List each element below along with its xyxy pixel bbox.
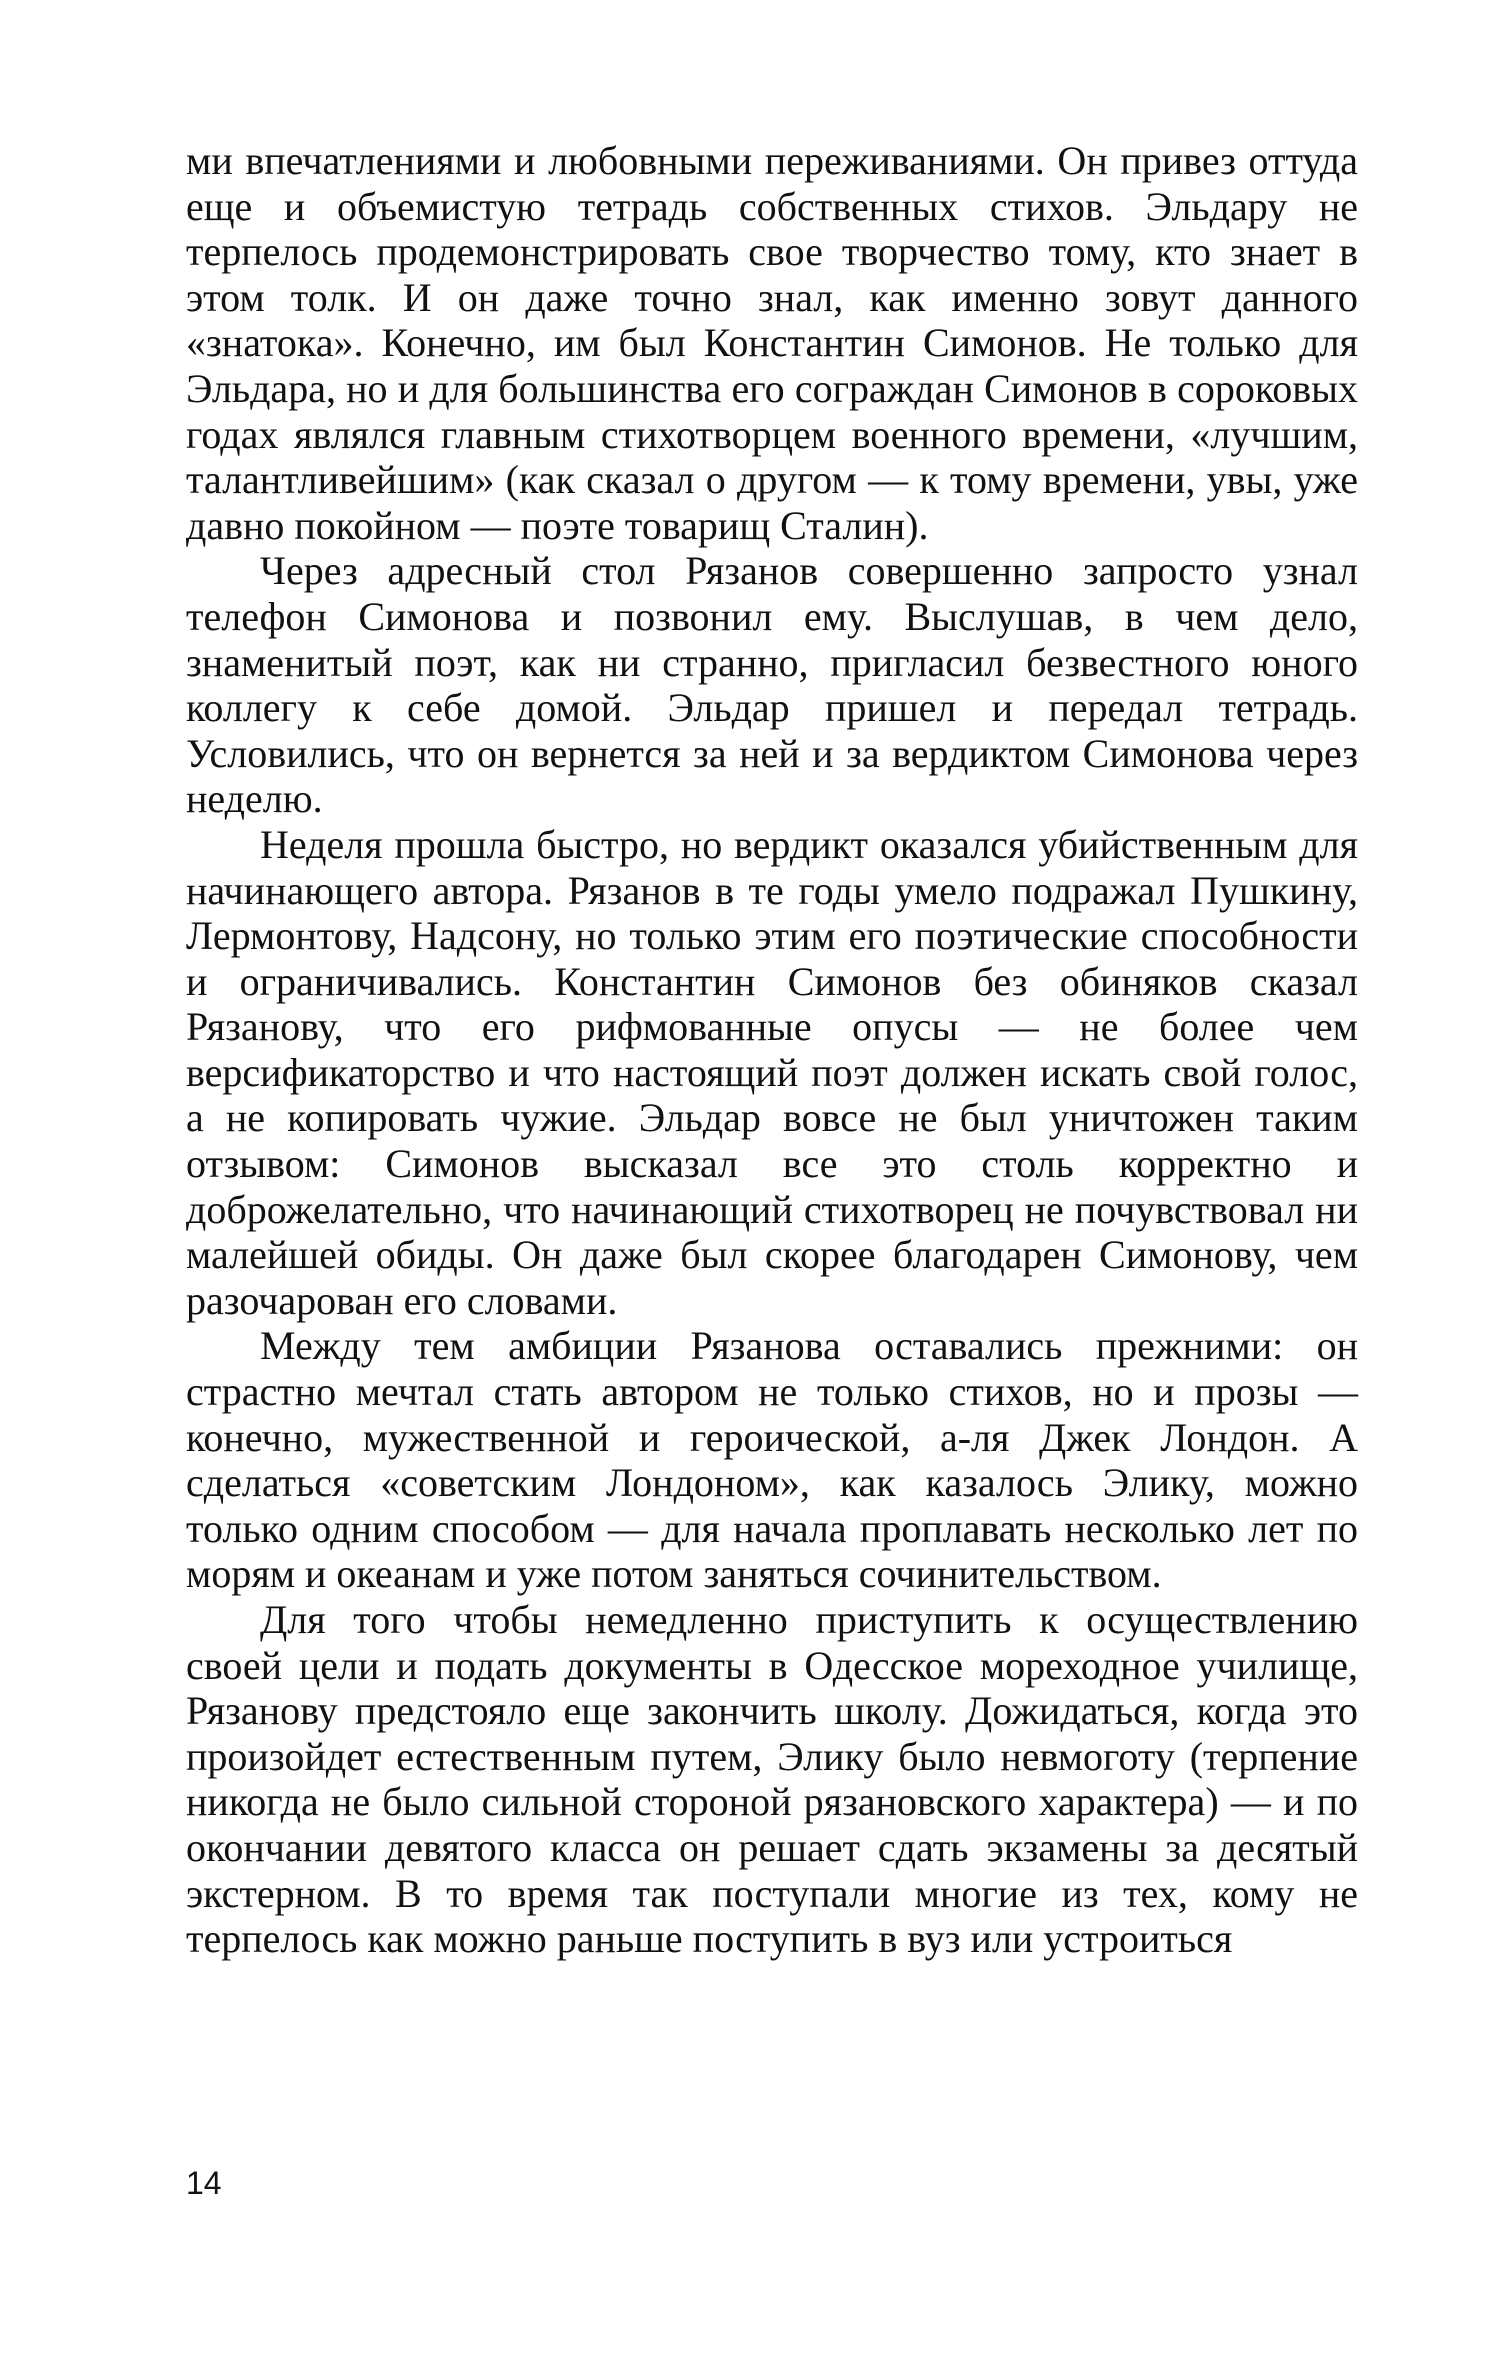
paragraph-1: ми впечатлениями и любовными переживаниями. Он привез оттуда еще и объемистую тетрадь собственных стихов. Эльдару не терпелось продемонстрировать свое творчество тому, кто знает в этом толк. И он даже точно знал, как именно зовут данного «знатока». Конечно, им был Константин Симонов. Не только для Эльдара, но и для большинства его сограждан Симонов в сороковых годах являлся главным стихотворцем военного времени, «лучшим, талантливейшим» (как сказал о другом — к тому времени, увы, уже давно покойном — поэте товарищ Сталин).: [186, 138, 1358, 548]
body-text: [186, 138, 1358, 1962]
paragraph-3: Неделя прошла быстро, но вердикт оказался убийственным для начинающего автора. Рязанов в те годы умело подражал Пушкину, Лермонтову, Надсону, но только этим его поэтические способности и ограничивались. Константин Симонов без обиняков сказал Рязанову, что его рифмованные опусы — не более чем версификаторство и что настоящий поэт должен искать свой голос, а не копировать чужие. Эльдар вовсе не был уничтожен таким отзывом: Симонов высказал все это столь корректно и доброжелательно, что начинающий стихотворец не почувствовал ни малейшей обиды. Он даже был скорее благодарен Симонову, чем разочарован его словами.: [186, 821, 1358, 1323]
paragraph-4: Между тем амбиции Рязанова оставались прежними: он страстно мечтал стать автором не только стихов, но и прозы — конечно, мужественной и героической, а-ля Джек Лондон. А сделаться «советским Лондоном», как казалось Элику, можно только одним способом — для начала проплавать несколько лет по морям и океанам и уже потом заняться сочинительством.: [186, 1323, 1358, 1597]
paragraph-2: Через адресный стол Рязанов совершенно запросто узнал телефон Симонова и позвонил ему. Выслушав, в чем дело, знаменитый поэт, как ни странно, пригласил безвестного юного коллегу к себе домой. Эльдар пришел и передал тетрадь. Условились, что он вернется за ней и за вердиктом Симонова через неделю.: [186, 548, 1358, 822]
page-number: 14: [186, 2165, 222, 2201]
paragraph-5: Для того чтобы немедленно приступить к осуществлению своей цели и подать документы в Одесское мореходное училище, Рязанову предстояло еще закончить школу. Дожидаться, когда это произойдет естественным путем, Элику было невмоготу (терпение никогда не было сильной стороной рязановского характера) — и по окончании девятого класса он решает сдать экзамены за десятый экстерном. В то время так поступали многие из тех, кому не терпелось как можно раньше поступить в вуз или устроиться: [186, 1597, 1358, 1962]
